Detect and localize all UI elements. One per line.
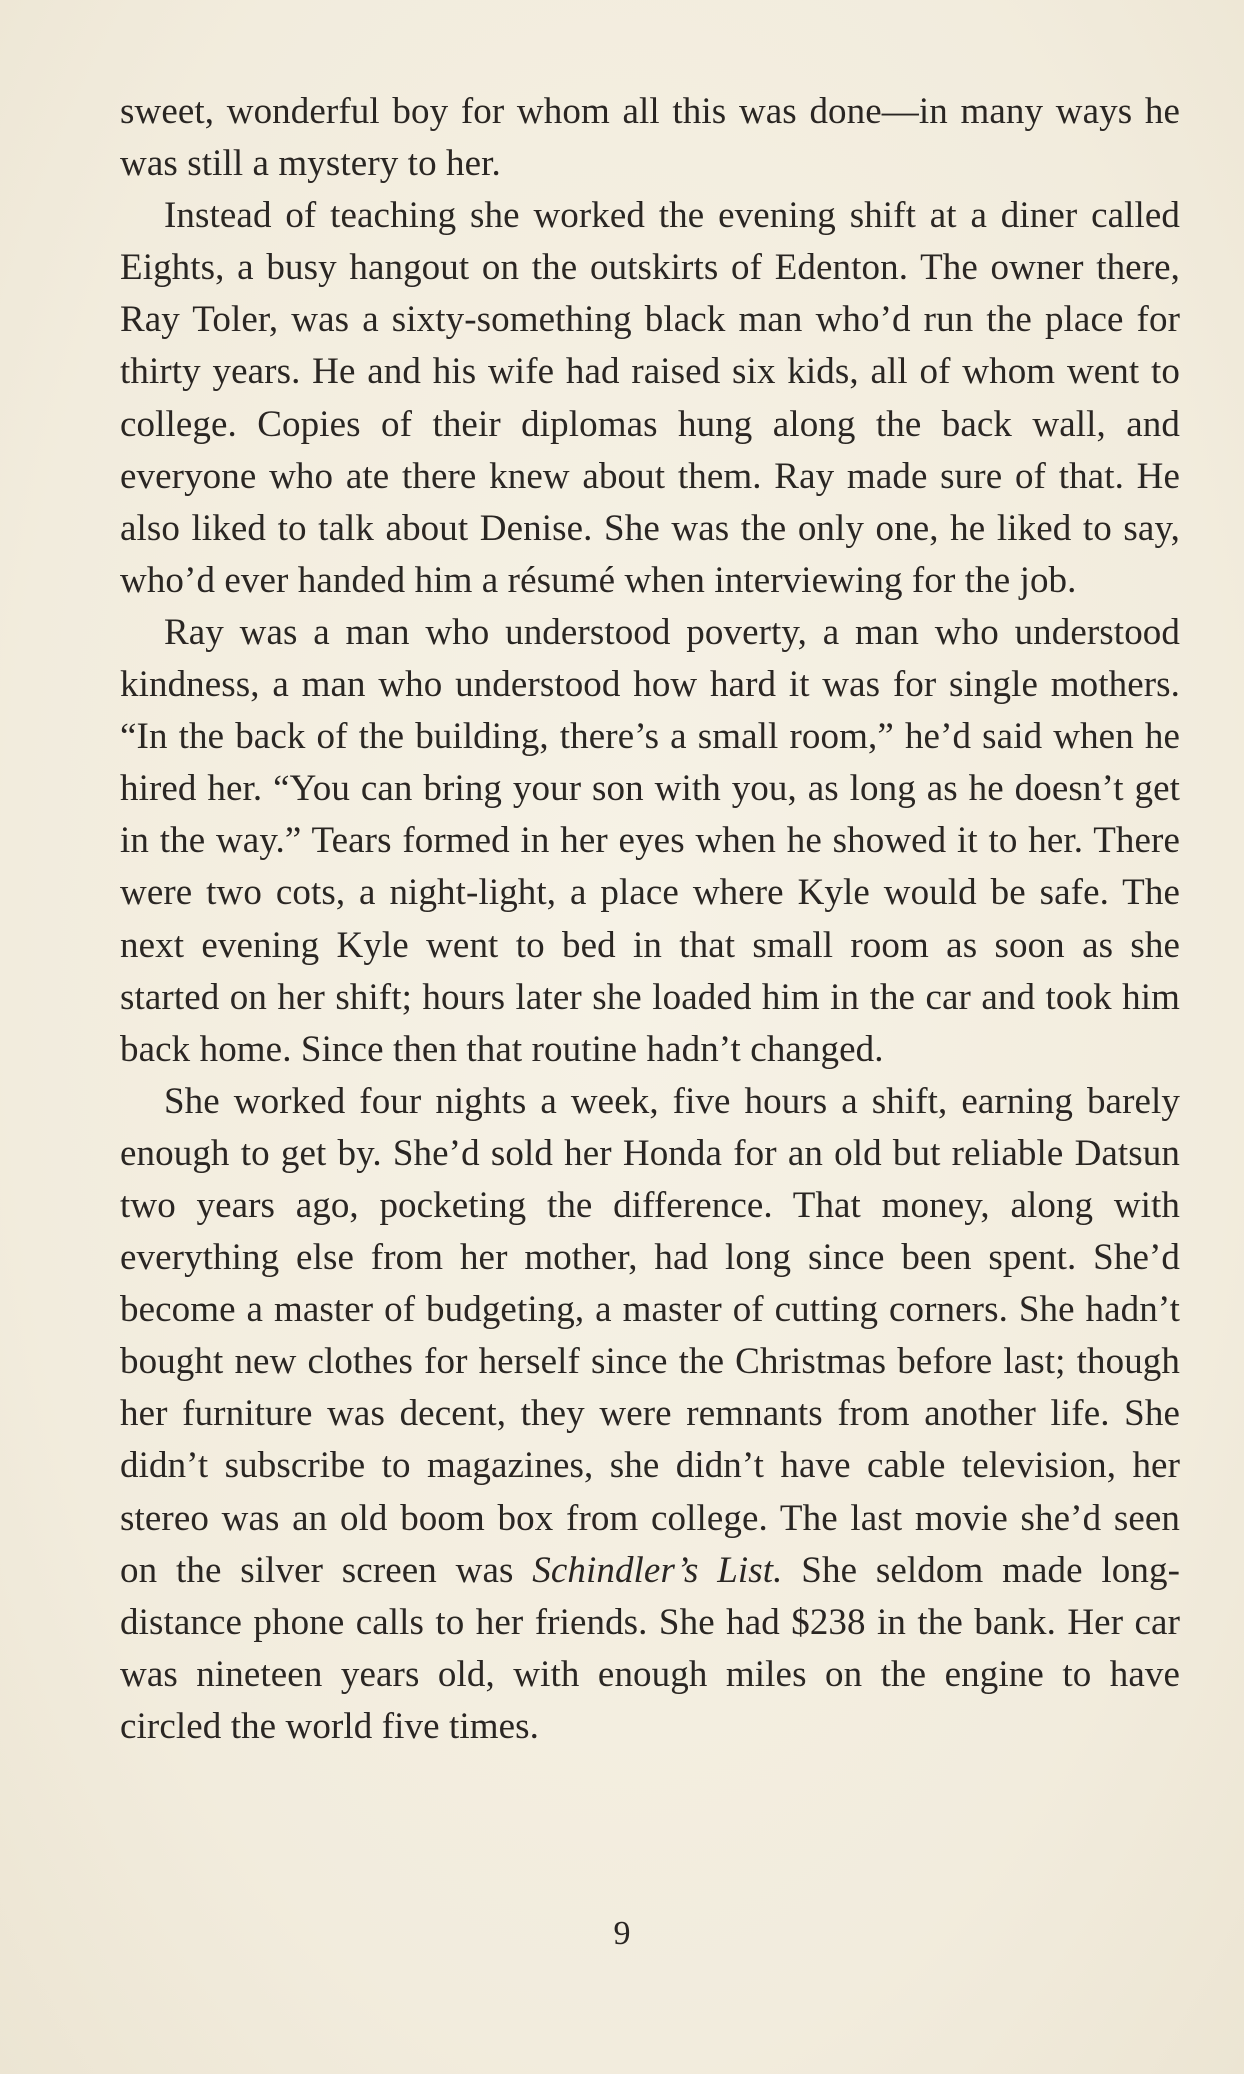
body-text <box>120 86 1180 1753</box>
paragraph-4 <box>120 1076 1180 1753</box>
movie-title: Schindler’s List. <box>532 1549 783 1591</box>
paragraph-4-part-2: She seldom made long-distance phone calls to her friends. She had $238 in the bank. Her car was nineteen years old, with enough miles on the engine to have circled the world five times. <box>120 1549 1180 1747</box>
paragraph-2: Instead of teaching she worked the evening shift at a diner called Eights, a busy hangout on the outskirts of Edenton. The owner there, Ray Toler, was a sixty-something black man who’d run the place for thirty years. He and his wife had raised six kids, all of whom went to college. Copies of their diplomas hung along the back wall, and everyone who ate there knew about them. Ray made sure of that. He also liked to talk about Denise. She was the only one, he liked to say, who’d ever handed him a résumé when interviewing for the job. <box>120 195 1180 601</box>
page-number: 9 <box>613 1915 631 1952</box>
paragraph-1: sweet, wonderful boy for whom all this was done—in many ways he was still a mystery to her. <box>120 91 1180 185</box>
paragraph-4-part-1: She worked four nights a week, five hours a shift, earning barely enough to get by. She’d sold her Honda for an old but reliable Datsun two years ago, pocketing the difference. That money, along with everything else from her mother, had long since been spent. She’d become a master of budgeting, a master of cutting corners. She hadn’t bought new clothes for herself since the Christmas before last; though her furniture was decent, they were remnants from another life. She didn’t subscribe to magazines, she didn’t have cable television, her stereo was an old boom box from college. The last movie she’d seen on the silver screen was <box>120 1080 1180 1591</box>
paragraph-3: Ray was a man who understood poverty, a man who understood kindness, a man who understood how hard it was for single mothers. “In the back of the building, there’s a small room,” he’d said when he hired her. “You can bring your son with you, as long as he doesn’t get in the way.” Tears formed in her eyes when he showed it to her. There were two cots, a night-light, a place where Kyle would be safe. The next evening Kyle went to bed in that small room as soon as she started on her shift; hours later she loaded him in the car and took him back home. Since then that routine hadn’t changed. <box>120 611 1180 1070</box>
